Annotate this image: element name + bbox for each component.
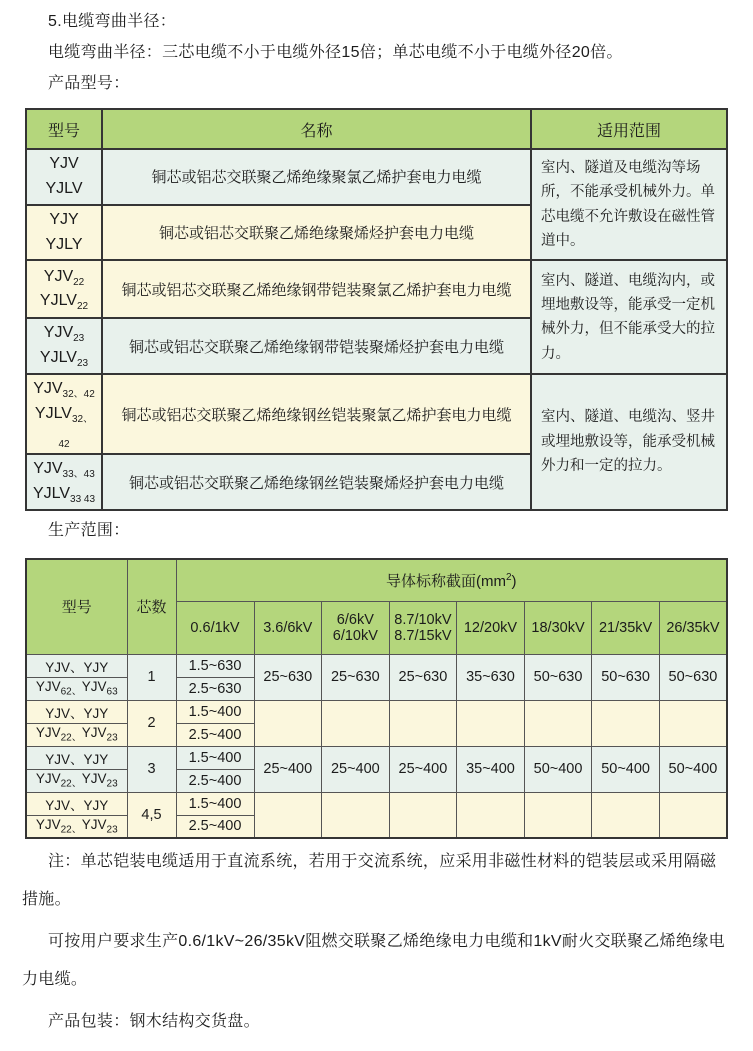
range-section-cell: 1.5~400 xyxy=(176,700,254,723)
range-value-cell: 50~630 xyxy=(524,654,592,700)
range-value-cell: 25~400 xyxy=(254,746,322,792)
range-section-cell: 1.5~400 xyxy=(176,792,254,815)
model-cell: $YJV_{32、42}$ $YJLV_{32、42}$ xyxy=(26,374,102,454)
range-model-cell: $YJV_{22、}YJV_{23}$ xyxy=(26,815,127,838)
range-model-cell: YJV、YJY xyxy=(26,792,127,815)
range-value-cell: 25~630 xyxy=(322,654,390,700)
range-table-body xyxy=(26,654,727,838)
production-range-table xyxy=(25,558,728,839)
range-header-voltage-6: 21/35kV xyxy=(592,601,660,654)
range-model-cell: YJV、YJY xyxy=(26,746,127,769)
name-cell: 铜芯或铝芯交联聚乙烯绝缘聚氯乙烯护套电力电缆 xyxy=(102,149,531,205)
range-header-cores: 芯数 xyxy=(127,559,176,654)
table-row xyxy=(26,374,727,454)
range-value-cell: 50~400 xyxy=(524,746,592,792)
range-model-cell: YJV、YJY xyxy=(26,700,127,723)
range-value-cell xyxy=(659,700,727,746)
name-cell: 铜芯或铝芯交联聚乙烯绝缘钢带铠装聚烯烃护套电力电缆 xyxy=(102,318,531,374)
range-value-cell xyxy=(389,792,457,838)
range-value-cell xyxy=(457,792,525,838)
range-value-cell: 25~400 xyxy=(322,746,390,792)
scope-cell: 室内、隧道、电缆沟、竖井或埋地敷设等，能承受机械外力和一定的拉力。 xyxy=(531,374,727,510)
range-header-voltage-7: 26/35kV xyxy=(659,601,727,654)
range-value-cell xyxy=(592,792,660,838)
table-row xyxy=(26,700,727,723)
range-value-cell xyxy=(254,792,322,838)
model-cell: YJV YJLV xyxy=(26,149,102,205)
range-value-cell xyxy=(524,792,592,838)
section-heading: 5.电缆弯曲半径： xyxy=(48,13,177,30)
table-row xyxy=(26,746,727,769)
range-value-cell xyxy=(322,792,390,838)
range-value-cell xyxy=(389,700,457,746)
model-cell: $YJV_{22}$ $YJLV_{22}$ xyxy=(26,260,102,318)
range-model-cell: YJV、YJY xyxy=(26,654,127,677)
range-value-cell xyxy=(592,700,660,746)
range-section-cell: 1.5~630 xyxy=(176,654,254,677)
range-value-cell xyxy=(659,792,727,838)
range-section-cell: 2.5~630 xyxy=(176,677,254,700)
name-cell: 铜芯或铝芯交联聚乙烯绝缘钢丝铠装聚氯乙烯护套电力电缆 xyxy=(102,374,531,454)
range-cores-cell: 1 xyxy=(127,654,176,700)
range-header-model: 型号 xyxy=(26,559,127,654)
model-cell: YJY YJLY xyxy=(26,205,102,261)
product-models-label: 产品型号： xyxy=(48,75,130,92)
range-table-head xyxy=(26,559,727,654)
product-model-table xyxy=(25,108,728,511)
range-header-voltage-1: 3.6/6kV xyxy=(254,601,322,654)
table-row xyxy=(26,654,727,677)
table-row xyxy=(26,260,727,318)
model-table-body xyxy=(26,149,727,510)
range-cores-cell: 4,5 xyxy=(127,792,176,838)
range-header-voltage-0: 0.6/1kV xyxy=(176,601,254,654)
name-cell: 铜芯或铝芯交联聚乙烯绝缘聚烯烃护套电力电缆 xyxy=(102,205,531,261)
range-model-cell: $YJV_{22、}YJV_{23}$ xyxy=(26,769,127,792)
range-value-cell xyxy=(457,700,525,746)
range-value-cell: 25~630 xyxy=(254,654,322,700)
range-header-voltage-3: 8.7/10kV 8.7/15kV xyxy=(389,601,457,654)
range-value-cell: 50~400 xyxy=(592,746,660,792)
range-header-voltage-4: 12/20kV xyxy=(457,601,525,654)
range-cores-cell: 3 xyxy=(127,746,176,792)
model-cell: $YJV_{23}$ $YJLV_{23}$ xyxy=(26,318,102,374)
model-table-header-2: 适用范围 xyxy=(531,109,727,149)
range-value-cell: 35~630 xyxy=(457,654,525,700)
model-table-head xyxy=(26,109,727,149)
scope-cell: 室内、隧道及电缆沟等场所，不能承受机械外力。单芯电缆不允许敷设在磁性管道中。 xyxy=(531,149,727,260)
range-value-cell xyxy=(322,700,390,746)
bend-radius-text: 电缆弯曲半径：三芯电缆不小于电缆外径15倍；单芯电缆不小于电缆外径20倍。 xyxy=(48,44,623,61)
range-value-cell xyxy=(254,700,322,746)
model-table-header-0: 型号 xyxy=(26,109,102,149)
range-cores-cell: 2 xyxy=(127,700,176,746)
range-section-cell: 2.5~400 xyxy=(176,815,254,838)
note-text: 注：单芯铠装电缆适用于直流系统，若用于交流系统，应采用非磁性材料的铠装层或采用隔磁措施。 xyxy=(22,853,717,909)
range-section-cell: 2.5~400 xyxy=(176,723,254,746)
range-header-voltage-5: 18/30kV xyxy=(524,601,592,654)
range-section-cell: 1.5~400 xyxy=(176,746,254,769)
range-value-cell xyxy=(524,700,592,746)
table-row xyxy=(26,559,727,601)
name-cell: 铜芯或铝芯交联聚乙烯绝缘钢丝铠装聚烯烃护套电力电缆 xyxy=(102,454,531,510)
range-value-cell: 50~630 xyxy=(592,654,660,700)
custom-production-text: 可按用户要求生产0.6/1kV~26/35kV阻燃交联聚乙烯绝缘电力电缆和1kV耐火交联聚乙烯绝缘电力电缆。 xyxy=(22,933,725,989)
range-value-cell: 35~400 xyxy=(457,746,525,792)
range-value-cell: 25~400 xyxy=(389,746,457,792)
model-table-header-1: 名称 xyxy=(102,109,531,149)
range-value-cell: 50~400 xyxy=(659,746,727,792)
model-cell: $YJV_{33、43}$ $YJLV_{33 43}$ xyxy=(26,454,102,510)
range-section-cell: 2.5~400 xyxy=(176,769,254,792)
range-value-cell: 50~630 xyxy=(659,654,727,700)
range-model-cell: $YJV_{62、}YJV_{63}$ xyxy=(26,677,127,700)
range-model-cell: $YJV_{22、}YJV_{23}$ xyxy=(26,723,127,746)
name-cell: 铜芯或铝芯交联聚乙烯绝缘钢带铠装聚氯乙烯护套电力电缆 xyxy=(102,260,531,318)
range-value-cell: 25~630 xyxy=(389,654,457,700)
range-header-voltage-2: 6/6kV 6/10kV xyxy=(322,601,390,654)
table-row xyxy=(26,792,727,815)
packaging-text: 产品包装：钢木结构交货盘。 xyxy=(48,1013,260,1031)
scope-cell: 室内、隧道、电缆沟内，或埋地敷设等，能承受一定机械外力，但不能承受大的拉力。 xyxy=(531,260,727,374)
production-range-label: 生产范围： xyxy=(48,522,130,540)
table-row xyxy=(26,149,727,205)
range-header-section-group: 导体标称截面$(mm^2)$ xyxy=(176,559,727,601)
